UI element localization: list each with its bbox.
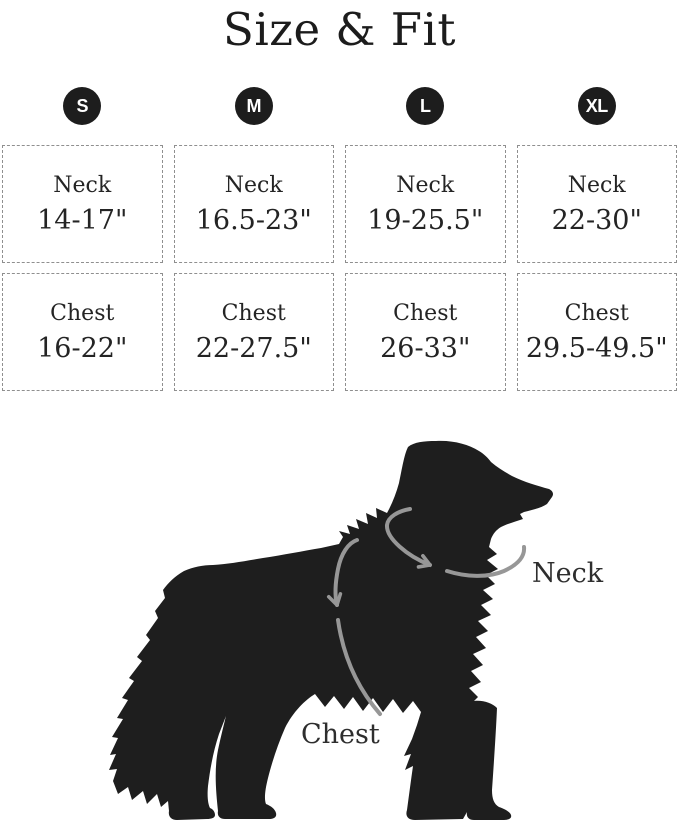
chest-label: Chest (221, 300, 286, 326)
chest-range: 26-33" (380, 332, 471, 364)
chest-range: 22-27.5" (195, 332, 312, 364)
chest-range: 29.5-49.5" (525, 332, 668, 364)
neck-range: 14-17" (37, 204, 128, 236)
chest-label: Chest (50, 300, 115, 326)
size-badge-xl-label: XL (585, 95, 608, 116)
chest-label: Chest (564, 300, 629, 326)
dog-silhouette-image (109, 441, 553, 820)
neck-label: Neck (53, 172, 112, 198)
neck-diagram-label: Neck (532, 558, 604, 589)
size-badge-m-label: M (246, 95, 261, 116)
neck-label: Neck (567, 172, 626, 198)
chest-range: 16-22" (37, 332, 128, 364)
neck-range: 16.5-23" (195, 204, 312, 236)
neck-label: Neck (396, 172, 455, 198)
size-badge-s-label: S (76, 95, 88, 116)
neck-range: 19-25.5" (367, 204, 484, 236)
neck-range: 22-30" (551, 204, 642, 236)
chest-diagram-label: Chest (301, 719, 380, 750)
chest-label: Chest (393, 300, 458, 326)
size-badge-l-label: L (420, 95, 431, 116)
neck-label: Neck (224, 172, 283, 198)
page-title: Size & Fit (223, 3, 456, 56)
